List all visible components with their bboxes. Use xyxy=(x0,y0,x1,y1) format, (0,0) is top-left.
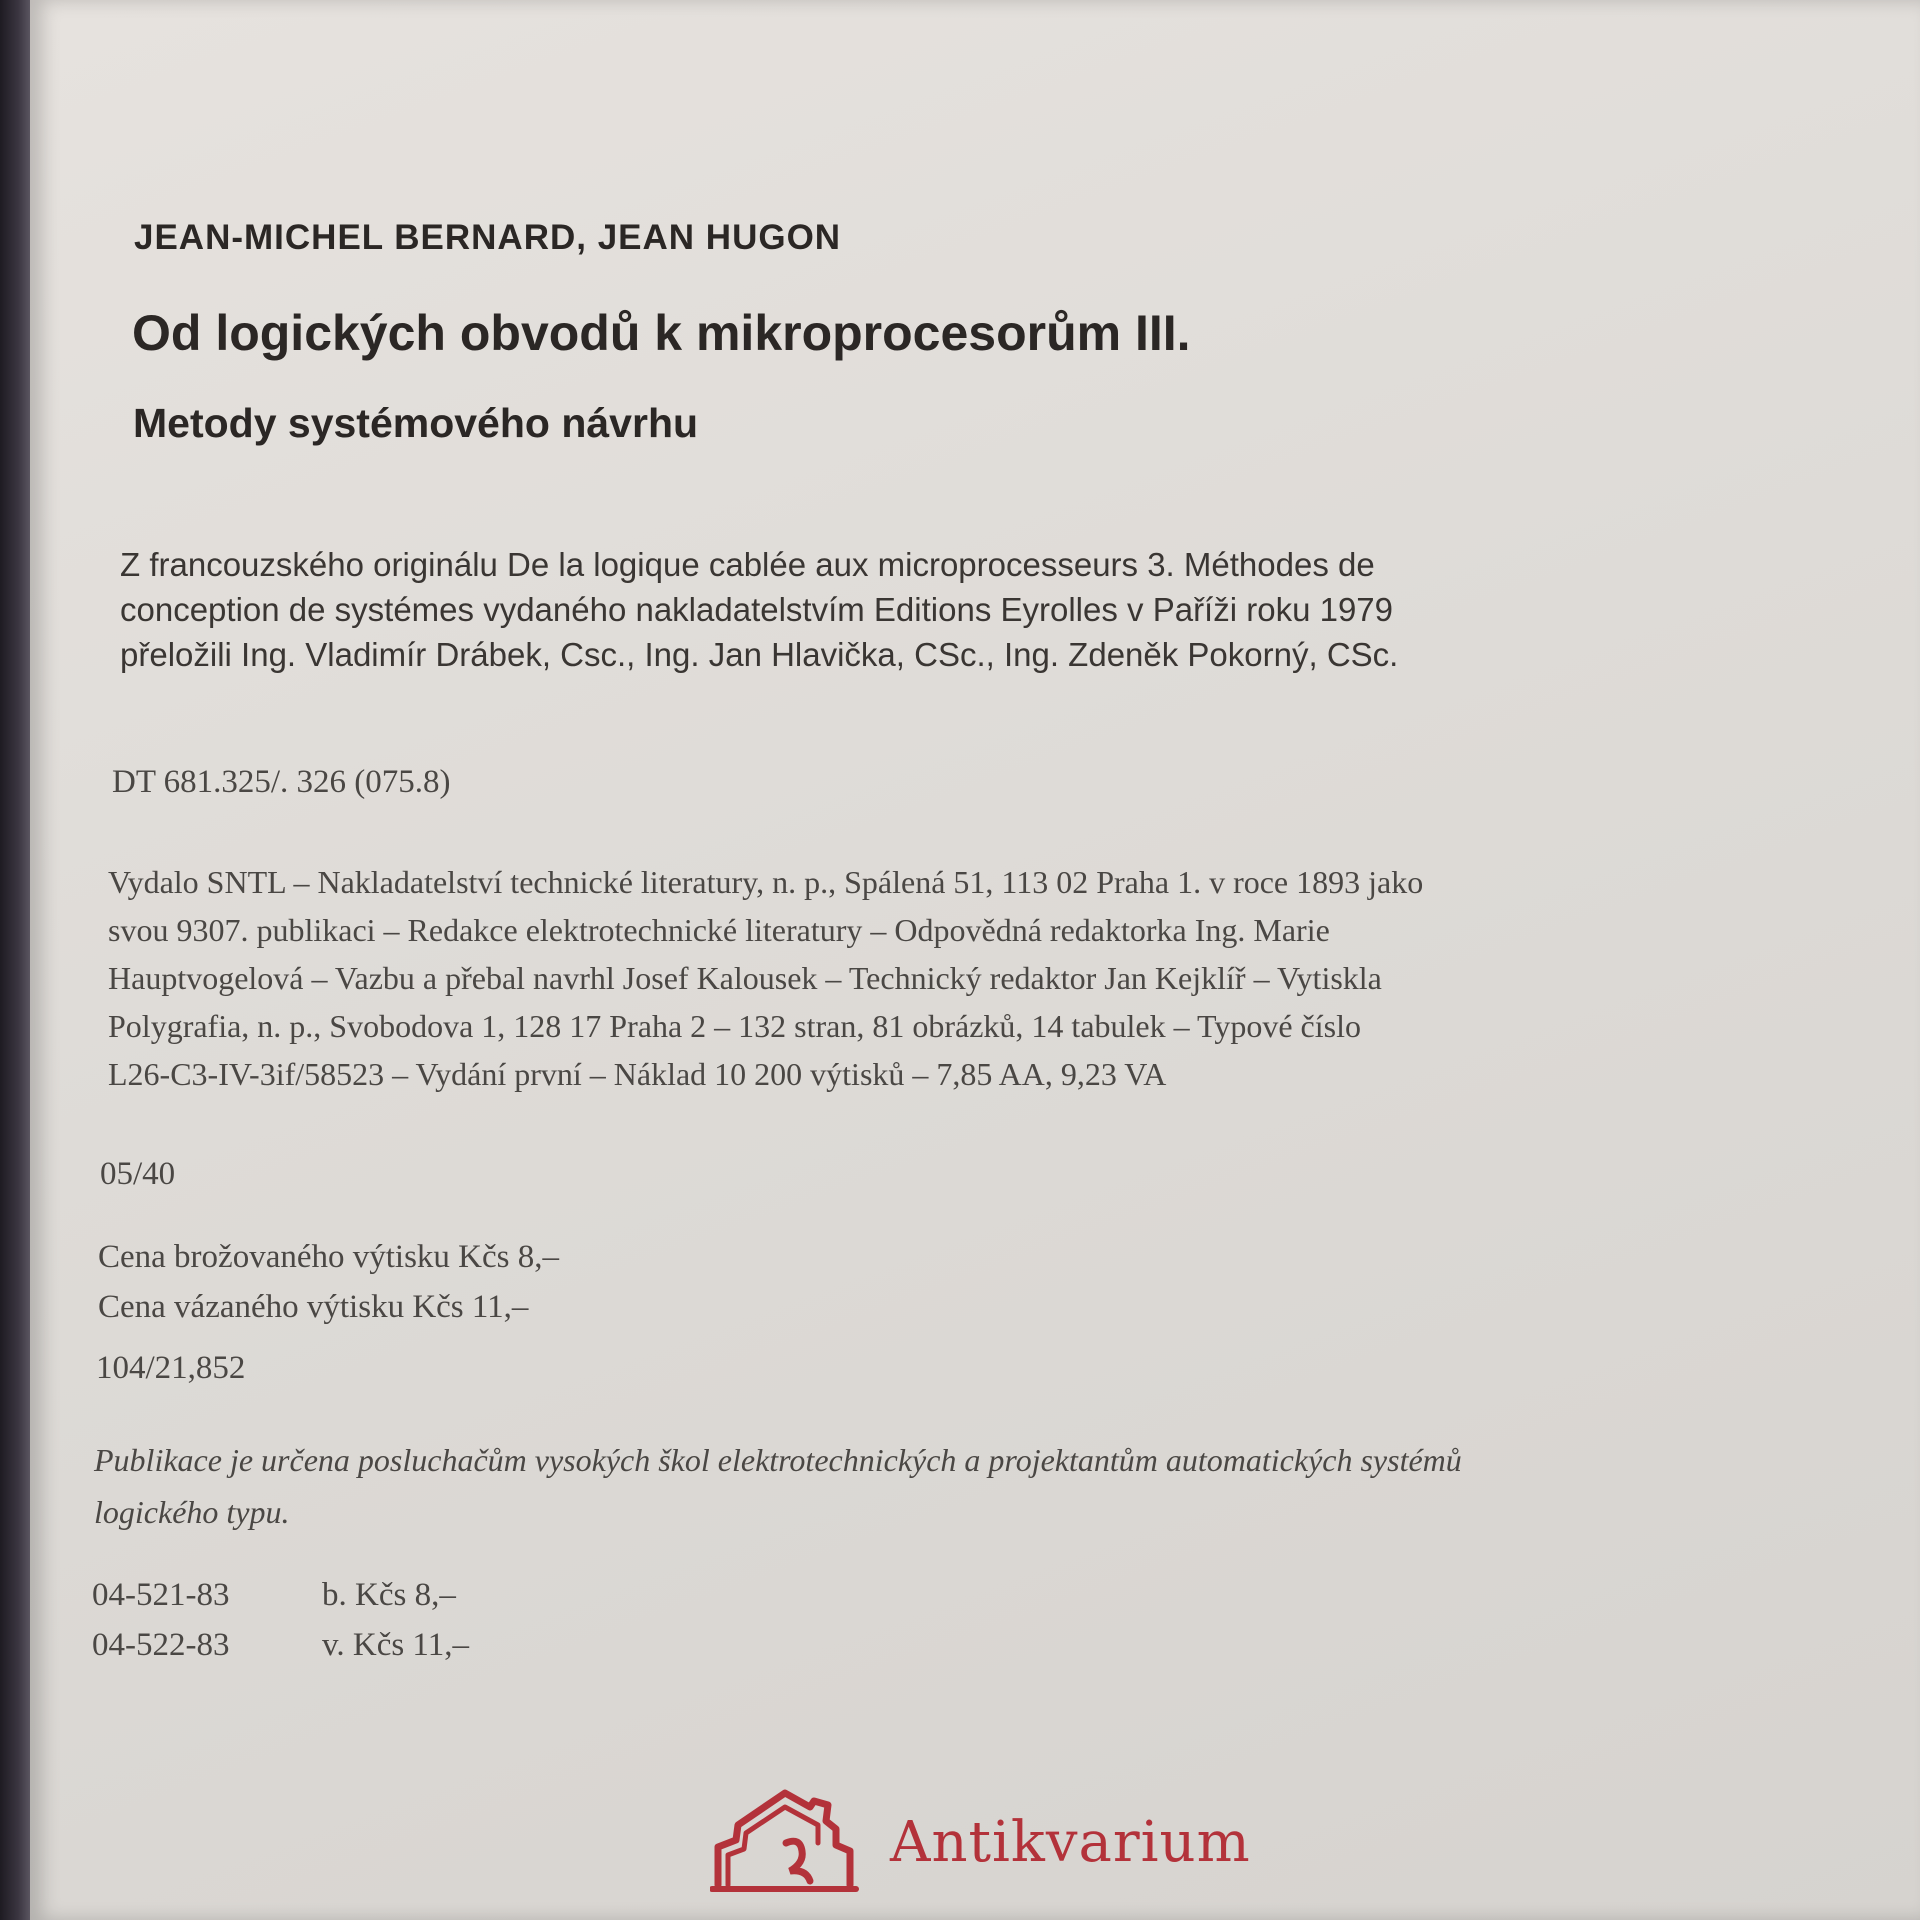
audience-note xyxy=(94,1434,1754,1538)
price-code-value: b. Kčs 8,– xyxy=(322,1577,456,1613)
imprint-line: svou 9307. publikaci – Redakce elektrotechnické literatury – Odpovědná redaktorka Ing. Marie xyxy=(108,912,1330,948)
watermark-text: Antikvarium xyxy=(890,1810,1251,1875)
imprint-block xyxy=(108,858,1768,1098)
imprint-line: L26-C3-IV-3if/58523 – Vydání první – Náklad 10 200 výtisků – 7,85 AA, 9,23 VA xyxy=(108,1056,1167,1092)
dt-classification: DT 681.325/. 326 (075.8) xyxy=(112,764,451,800)
price-list xyxy=(98,1232,559,1332)
original-note-line: conception de systémes vydaného nakladatelstvím Editions Eyrolles v Paříži roku 1979 xyxy=(120,591,1393,628)
original-edition-note xyxy=(120,542,1760,677)
price-code: 04-521-83 xyxy=(92,1577,230,1613)
price-code-row xyxy=(92,1570,469,1620)
audience-note-line: Publikace je určena posluchačům vysokých škol elektrotechnických a projektantům automatických systémů xyxy=(94,1442,1462,1478)
price-line-hardcover: Cena vázaného výtisku Kčs 11,– xyxy=(98,1289,529,1325)
edition-code: 05/40 xyxy=(100,1156,176,1192)
price-code-table xyxy=(92,1570,469,1670)
author-line: JEAN-MICHEL BERNARD, JEAN HUGON xyxy=(134,218,842,257)
book-spine-shadow xyxy=(0,0,30,1920)
price-code-row xyxy=(92,1620,469,1670)
book-page xyxy=(30,0,1920,1920)
antikvarium-watermark xyxy=(710,1785,1251,1900)
imprint-line: Vydalo SNTL – Nakladatelství technické literatury, n. p., Spálená 51, 113 02 Praha 1. v roce 1893 jako xyxy=(108,864,1424,900)
book-title: Od logických obvodů k mikroprocesorům III. xyxy=(132,305,1191,361)
original-note-line: přeložili Ing. Vladimír Drábek, Csc., Ing. Jan Hlavička, CSc., Ing. Zdeněk Pokorný, CSc. xyxy=(120,636,1399,673)
imprint-line: Polygrafia, n. p., Svobodova 1, 128 17 Praha 2 – 132 stran, 81 obrázků, 14 tabulek – Typové číslo xyxy=(108,1008,1361,1044)
house-logo-icon xyxy=(710,1785,860,1900)
catalog-code: 104/21,852 xyxy=(96,1350,246,1386)
price-code: 04-522-83 xyxy=(92,1627,230,1663)
book-subtitle: Metody systémového návrhu xyxy=(133,400,699,446)
imprint-line: Hauptvogelová – Vazbu a přebal navrhl Josef Kalousek – Technický redaktor Jan Kejklíř – Vytiskla xyxy=(108,960,1382,996)
original-note-line: Z francouzského originálu De la logique cablée aux microprocesseurs 3. Méthodes de xyxy=(120,546,1375,583)
audience-note-line: logického typu. xyxy=(94,1494,290,1530)
price-code-value: v. Kčs 11,– xyxy=(322,1627,469,1663)
price-line-paperback: Cena brožovaného výtisku Kčs 8,– xyxy=(98,1239,559,1275)
